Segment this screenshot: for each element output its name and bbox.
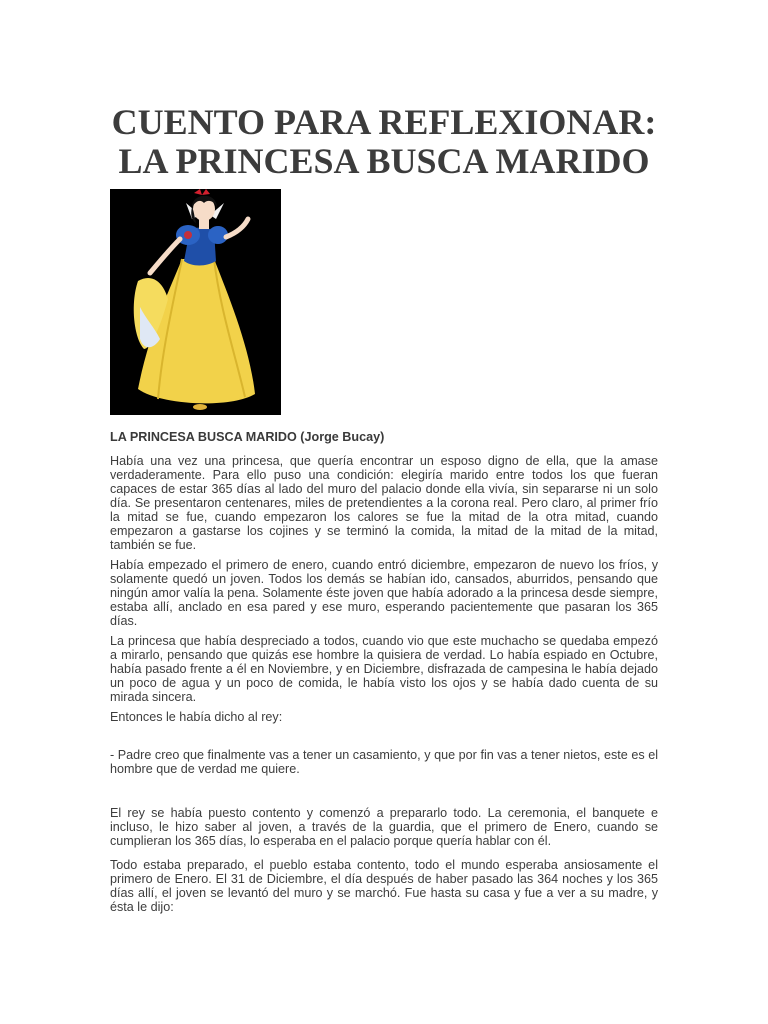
- paragraph-2: Había empezado el primero de enero, cuando entró diciembre, empezaron de nuevo los fríos, y solamente quedó un joven. Todos los demás se habían ido, cansados, aburridos, pensando que ningún amor valía la pena. Solamente éste joven que había adorado a la princesa desde siempre, estaba allí, anclado en esa pared y ese muro, esperando pacientemente que pasaran los 365 días.: [110, 558, 658, 628]
- princess-icon: [110, 189, 281, 415]
- paragraph-3: La princesa que había despreciado a todos, cuando vio que este muchacho se quedaba empezó a mirarlo, pensando que quizás ese hombre la quisiera de verdad. Lo había espiado en Octubre, había pasado frente a él en Noviembre, y en Diciembre, disfrazada de campesina le había dejado un poco de agua y un poco de comida, le había visto los ojos y se había dado cuenta de su mirada sincera.: [110, 634, 658, 704]
- story-heading: LA PRINCESA BUSCA MARIDO (Jorge Bucay): [110, 430, 385, 444]
- paragraph-4: Entonces le había dicho al rey:: [110, 710, 283, 724]
- paragraph-7: Todo estaba preparado, el pueblo estaba contento, todo el mundo esperaba ansiosamente el primero de Enero. El 31 de Diciembre, el día después de haber pasado las 364 noches y los 365 días allí, el joven se levantó del muro y se marchó. Fue hasta su casa y fue a ver a su madre, y ésta le dijo:: [110, 858, 658, 914]
- paragraph-1: Había una vez una princesa, que quería encontrar un esposo digno de ella, que la amase verdaderamente. Para ello puso una condición: elegiría marido entre todos los que fueran capaces de estar 365 días al lado del muro del palacio donde ella vivía, sin separarse ni un solo día. Se presentaron centenares, miles de pretendientes a la corona real. Pero claro, al primer frío la mitad se fue, cuando empezaron los calores se fue la mitad de la otra mitad, cuando empezaron a gastarse los cojines y se terminó la comida, la mitad de la mitad de la mitad, también se fue.: [110, 454, 658, 552]
- princess-illustration: [110, 189, 281, 415]
- title-line-2: LA PRINCESA BUSCA MARIDO: [118, 141, 650, 181]
- document-title: [110, 103, 658, 181]
- paragraph-5: - Padre creo que finalmente vas a tener un casamiento, y que por fin vas a tener nietos, este es el hombre que de verdad me quiere.: [110, 748, 658, 776]
- title-line-1: CUENTO PARA REFLEXIONAR:: [111, 102, 657, 142]
- story-body: [110, 430, 658, 920]
- paragraph-6: El rey se había puesto contento y comenzó a prepararlo todo. La ceremonia, el banquete e incluso, le hizo saber al joven, a través de la guardia, que el primero de Enero, cuando se cumplieran los 365 días, lo esperaba en el palacio porque quería hablar con él.: [110, 806, 658, 848]
